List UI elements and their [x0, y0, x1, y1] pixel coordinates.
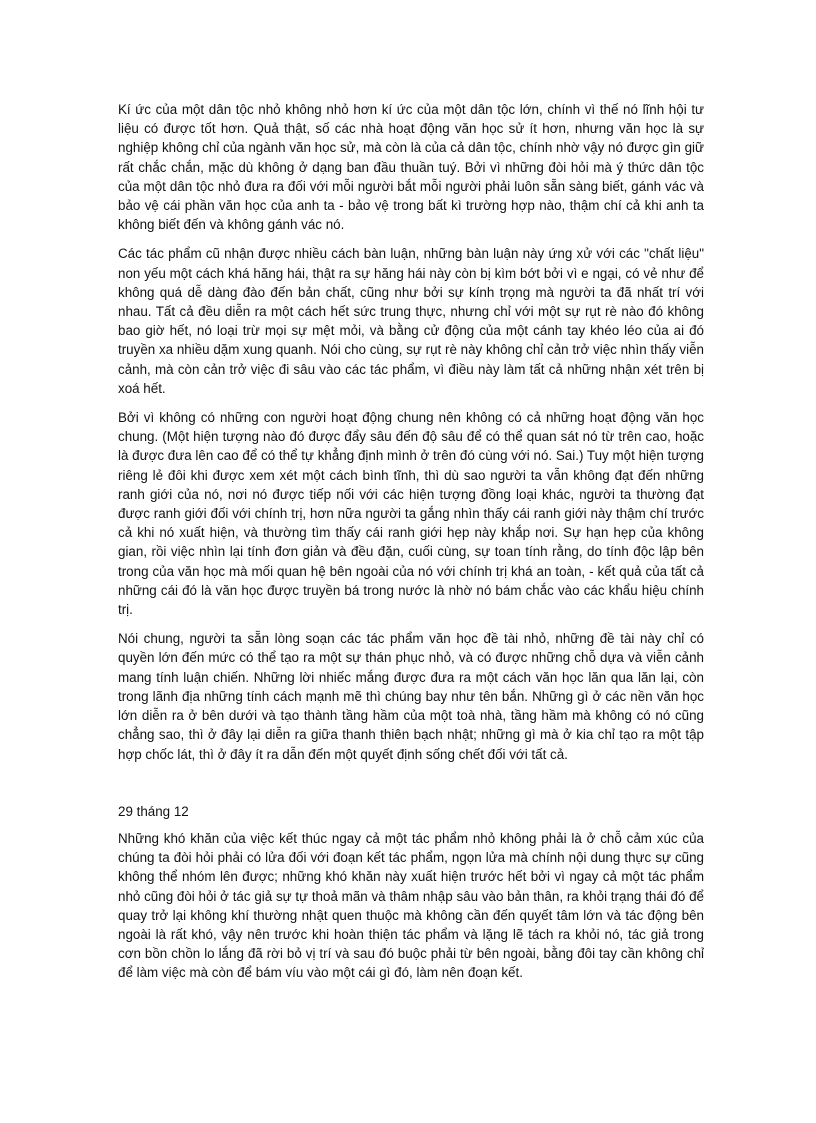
- date-heading: 29 tháng 12: [118, 803, 189, 819]
- document-page: [118, 100, 704, 993]
- paragraph-2: Các tác phẩm cũ nhận được nhiều cách bàn luận, những bàn luận này ứng xử với các "chất liệu" non yếu một cách khá hăng hái, thật ra sự hăng hái này còn bị kìm bớt bởi vì e ngại, có vẻ như để không quá dễ dàng đào đến bản chất, cũng như bởi sự kính trọng mà người ta đã nhất trí với nhau. Tất cả đều diễn ra một cách hết sức trung thực, nhưng chỉ với một sự rụt rè nào đó không bao giờ hết, nó loại trừ mọi sự mệt mỏi, và bằng cử động của một cánh tay khéo léo của ai đó truyền xa nhiều dặm xung quanh. Nói cho cùng, sự rụt rè này không chỉ cản trở việc nhìn thấy viễn cảnh, mà còn cản trở việc đi sâu vào các tác phẩm, vì điều này làm tất cả những nhận xét trên bị xoá hết.: [118, 246, 704, 396]
- paragraph-5: Những khó khăn của việc kết thúc ngay cả một tác phẩm nhỏ không phải là ở chỗ cảm xúc của chúng ta đòi hỏi phải có lửa đối với đoạn kết tác phẩm, ngọn lửa mà chính nội dung thực sự cũng không thể nhóm lên được; những khó khăn này xuất hiện trước hết bởi vì ngay cả một tác phẩm nhỏ cũng đòi hỏi ở tác giả sự tự thoả mãn và thâm nhập sâu vào bản thân, ra khỏi trạng thái đó để quay trở lại không khí thường nhật quen thuộc mà không cần đến quyết tâm lớn và tác động bên ngoài là rất khó, vậy nên trước khi hoàn thiện tác phẩm và lặng lẽ tách ra khỏi nó, tác giả trong cơn bồn chồn lo lắng đã rời bỏ vị trí và sau đó buộc phải từ bên ngoài, bằng đôi tay cần không chỉ để làm việc mà còn để bám víu vào một cái gì đó, làm nên đoạn kết.: [118, 830, 704, 981]
- paragraph-3: Bởi vì không có những con người hoạt động chung nên không có cả những hoạt động văn học chung. (Một hiện tượng nào đó được đẩy sâu đến độ sâu để có thể quan sát nó từ trên cao, hoặc là được đưa lên cao để có thể tự khẳng định mình ở trên đó cùng với nó. Sai.) Tuy một hiện tượng riêng lẻ đôi khi được xem xét một cách bình tĩnh, thì dù sao người ta vẫn không đạt đến những ranh giới của nó, nơi nó được tiếp nối với các hiện tượng đồng loại khác, người ta thường đạt được ranh giới đối với chính trị, hơn nữa người ta gắng nhìn thấy cái ranh giới này thậm chí trước cả khi nó xuất hiện, và thường tìm thấy cái ranh giới hẹp này khắp nơi. Sự hạn hẹp của không gian, rồi việc nhìn lại tính đơn giản và đều đặn, cuối cùng, sự toan tính rằng, do tính độc lập bên trong của văn học mà mối quan hệ bên ngoài của nó với chính trị khá an toàn, - kết quả của tất cả những cái đó là văn học được truyền bá trong nước là nhờ nó bám chắc vào các khẩu hiệu chính trị.: [118, 410, 704, 618]
- paragraph-4: Nói chung, người ta sẵn lòng soạn các tác phẩm văn học đề tài nhỏ, những đề tài này chỉ có quyền lớn đến mức có thể tạo ra một sự thán phục nhỏ, và có được những chỗ dựa và viễn cảnh mang tính luận chiến. Những lời nhiếc mắng được đưa ra một cách văn học lăn qua lăn lại, còn trong lãnh địa những tính cách mạnh mẽ thì chúng bay như tên bắn. Những gì ở các nền văn học lớn diễn ra ở bên dưới và tạo thành tầng hầm của một toà nhà, tầng hầm mà không có nó cũng chẳng sao, thì ở đây lại diễn ra giữa thanh thiên bạch nhật; những gì mà ở kia chỉ tạo ra một tập hợp chốc lát, thì ở đây ít ra dẫn đến một quyết định sống chết đối với tất cả.: [118, 631, 704, 762]
- paragraph-1: Kí ức của một dân tộc nhỏ không nhỏ hơn kí ức của một dân tộc lớn, chính vì thế nó lĩnh hội tư liệu có được tốt hơn. Quả thật, số các nhà hoạt động văn học sử ít hơn, nhưng văn học là sự nghiệp không chỉ của ngành văn học sử, mà còn là của cả dân tộc, chính nhờ vậy nó được gìn giữ rất chắc chắn, mặc dù không ở dạng ban đầu thuần tuý. Bởi vì những đòi hỏi mà ý thức dân tộc của một dân tộc nhỏ đưa ra đối với mỗi người bắt mỗi người phải luôn sẵn sàng biết, gánh vác và bảo vệ cái phần văn học của anh ta - bảo vệ trong bất kì trường hợp nào, thậm chí cả khi anh ta không biết đến và không gánh vác nó.: [118, 102, 704, 233]
